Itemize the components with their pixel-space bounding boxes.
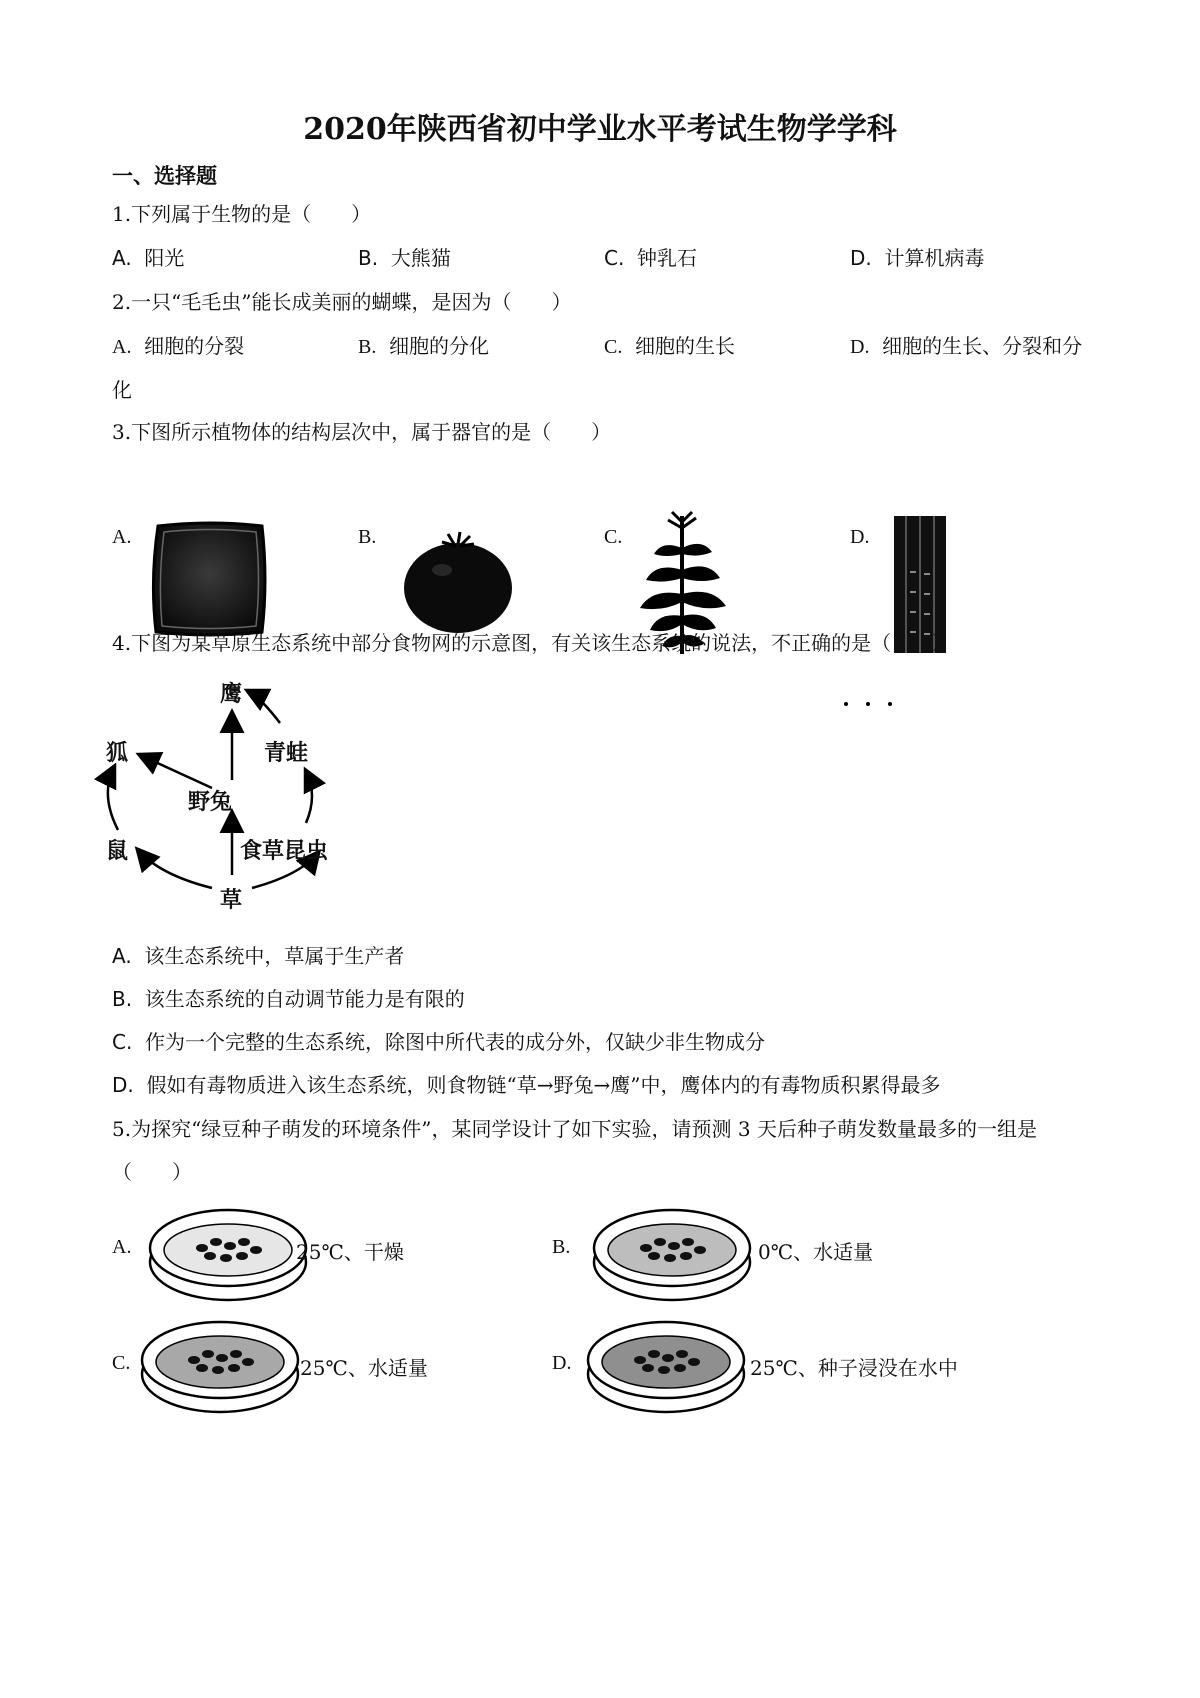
q2-option-a[interactable] [112, 330, 244, 359]
foodweb-node-frog: 青蛙 [264, 741, 309, 766]
foodweb-node-fox: 狐 [106, 741, 129, 766]
option-text: 该生态系统中，草属于生产者 [144, 944, 405, 968]
q4-option-c[interactable] [112, 1026, 765, 1055]
q4-option-d[interactable] [112, 1069, 940, 1098]
option-text: 钟乳石 [637, 246, 698, 270]
option-letter: D. [850, 336, 870, 358]
q5-stem: 5.为探究“绿豆种子萌发的环境条件”，某同学设计了如下实验，请预测 3 天后种子萌发数量最多的一组是 [112, 1117, 1037, 1141]
q2-option-d[interactable] [850, 330, 1082, 359]
foodweb-node-grass: 草 [220, 888, 243, 913]
q3-stem: 3.下图所示植物体的结构层次中，属于器官的是（ ） [112, 420, 612, 444]
q5-option-c-letter[interactable]: C. [112, 1352, 131, 1374]
q3-option-d-letter[interactable]: D. [850, 526, 870, 548]
option-text: 细胞的分化 [389, 334, 490, 358]
foodweb-node-insect: 食草昆虫 [240, 839, 329, 864]
q5-option-a-letter[interactable]: A. [112, 1236, 132, 1258]
foodweb-node-mouse: 鼠 [106, 839, 129, 864]
option-letter: D. [850, 246, 872, 270]
petri-dish-a [146, 1206, 310, 1306]
petri-dish-b [590, 1206, 754, 1306]
q2-option-b[interactable] [358, 330, 489, 359]
foodweb-node-rabbit: 野兔 [188, 790, 233, 815]
emphasis-dots [838, 700, 902, 708]
option-letter: C. [604, 336, 623, 358]
q5-option-b-label: 0℃、水适量 [758, 1240, 874, 1264]
option-letter: B. [358, 246, 379, 270]
option-text: 作为一个完整的生态系统，除图中所代表的成分外，仅缺少非生物成分 [145, 1030, 766, 1054]
q3-option-b-letter[interactable]: B. [358, 526, 377, 548]
option-letter: B. [112, 987, 133, 1011]
option-letter: B. [358, 336, 377, 358]
section-heading: 一、选择题 [112, 164, 217, 188]
q4-option-a[interactable] [112, 940, 404, 969]
option-letter: A. [112, 944, 132, 968]
q1-option-b[interactable] [358, 242, 451, 271]
option-text: 大熊猫 [390, 246, 451, 270]
option-letter: A. [112, 246, 132, 270]
option-text: 细胞的分裂 [144, 334, 245, 358]
option-text: 阳光 [144, 246, 185, 270]
tomato-image [402, 530, 514, 634]
q2-stem: 2.一只“毛毛虫”能长成美丽的蝴蝶，是因为（ ） [112, 290, 572, 314]
foodweb-node-hawk: 鹰 [220, 682, 243, 707]
q1-option-c[interactable] [604, 242, 697, 271]
option-text: 细胞的生长、分裂和分 [882, 334, 1083, 358]
q4-option-b[interactable] [112, 983, 465, 1012]
option-letter: A. [112, 336, 132, 358]
q5-option-c-label: 25℃、水适量 [300, 1356, 428, 1380]
q1-option-d[interactable] [850, 242, 984, 271]
q5-option-b-letter[interactable]: B. [552, 1236, 571, 1258]
q5-answer-paren: （ ） [112, 1160, 192, 1184]
q4-stem: 4.下图为某草原生态系统中部分食物网的示意图，有关该生态系统的说法，不正确的是（ ） [112, 631, 952, 655]
petri-dish-c [138, 1318, 302, 1418]
option-text: 计算机病毒 [884, 246, 985, 270]
q1-option-a[interactable] [112, 242, 184, 271]
option-text: 细胞的生长 [635, 334, 736, 358]
option-text: 该生态系统的自动调节能力是有限的 [144, 987, 465, 1011]
q3-option-c-letter[interactable]: C. [604, 526, 623, 548]
option-letter: C. [112, 1030, 133, 1054]
q2-option-c[interactable] [604, 330, 735, 359]
q3-option-a-letter[interactable]: A. [112, 526, 132, 548]
petri-dish-d [584, 1318, 748, 1418]
q5-option-a-label: 25℃、干燥 [296, 1240, 404, 1264]
option-letter: C. [604, 246, 625, 270]
page-title: 2020年陕西省初中学业水平考试生物学学科 [303, 112, 897, 147]
q5-option-d-letter[interactable]: D. [552, 1352, 572, 1374]
q1-stem: 1.下列属于生物的是（ ） [112, 202, 372, 226]
tissue-block-image [150, 520, 268, 638]
q5-option-d-label: 25℃、种子浸没在水中 [750, 1356, 958, 1380]
option-letter: D. [112, 1073, 134, 1097]
option-text: 假如有毒物质进入该生态系统，则食物链“草→野兔→鹰”中，鹰体内的有毒物质积累得最多 [146, 1073, 941, 1097]
q2-option-d-wrap: 化 [112, 378, 132, 402]
